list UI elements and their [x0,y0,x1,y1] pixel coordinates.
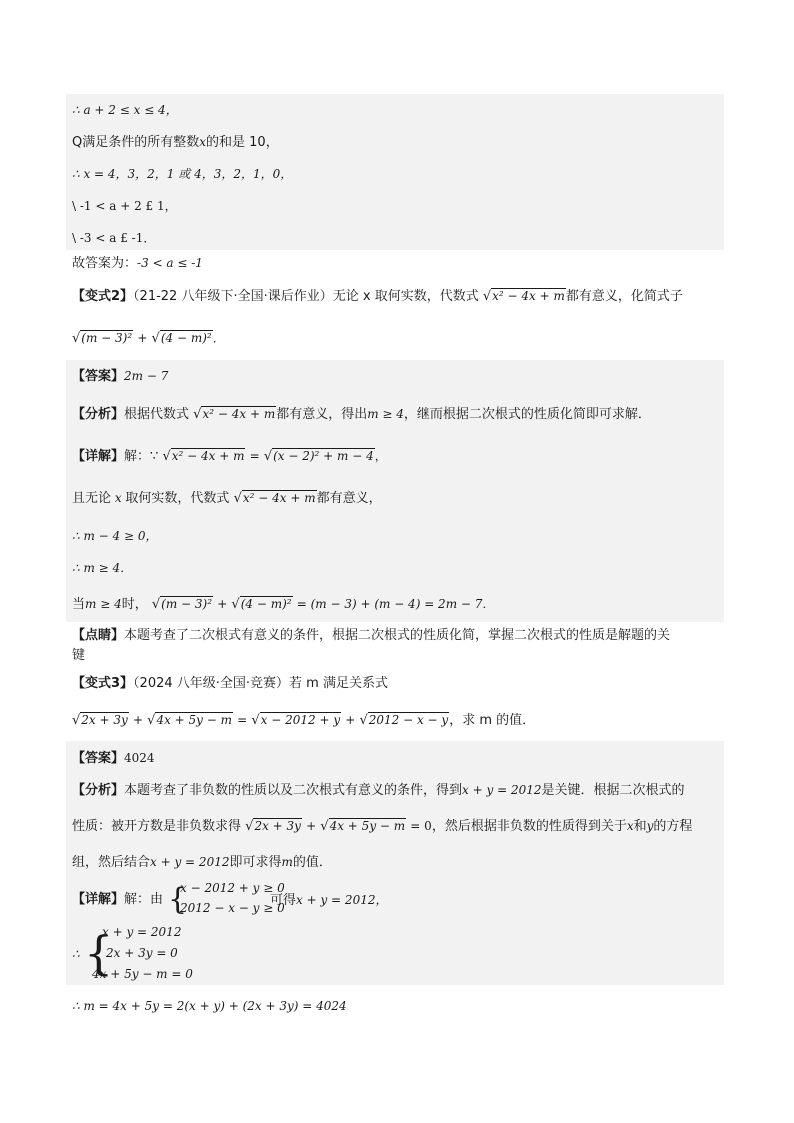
line-3: ∴ x = 4，3，2，1 或 4，3，2，1，0， [72,167,293,181]
v2-d5-d: = (m − 3) + (m − 4) = 2m − 7． [296,597,495,611]
v2-d5-b: m ≥ 4 [85,597,122,611]
v3-a2-r1: √2x + 3y [245,819,301,834]
v3-a2-c: ，然后根据非负数的性质得到关于 [431,819,627,834]
v3-d1-c: x + y = 2012， [296,893,388,907]
v2-detail-tag: 【详解】 [72,449,125,464]
v2-text-1: 无论 x 取何实数，代数式 [332,289,479,304]
v3-question-line [72,674,388,694]
v3-s2-c: 4x + 5y − m = 0 [92,967,193,981]
v3-answer: 4024 [124,751,155,765]
v2-tag: 【变式2】 [72,289,134,304]
v2-detail-line-3: ∴ m − 4 ≥ 0， [72,529,158,543]
v3-a2-r2: √4x + 5y − m [320,819,406,834]
v2-d5-c: 时， [121,597,148,612]
v2-d5-sqrt-a: √(m − 3)² [151,597,213,612]
v3-a2-f: y [646,819,654,833]
v2-detail-line-2: 且无论 x 取何实数，代数式 √x² − 4x + m都有意义， [72,488,382,509]
v2-point-1: 本题考查了二次根式有意义的条件，根据二次根式的性质化简，掌握二次根式的性质是解题的关 [124,628,671,643]
v3-s2-b: 2x + 3y = 0 [106,946,178,960]
v2-point-line-2: 键 [72,648,86,663]
v3-a2-b: = 0 [410,819,432,833]
v3-analysis-line-2: 性质：被开方数是非负数求得 √2x + 3y + √4x + 5y − m = 0，然后根据非负数的性质得到关于x和y的方程 [72,816,692,837]
v2-answer: 2m − 7 [124,369,169,383]
v3-system-2-brace: { [84,926,114,980]
v3-sys-1: x − 2012 + y ≥ 0 [180,881,285,895]
v3-final: ∴ m = 4x + 5y = 2(x + y) + (2x + 3y) = 4024 [72,999,347,1013]
v3-a2-d: x [626,819,634,833]
v2-d2-c: 都有意义， [316,491,382,506]
answer-value: -3 < a ≤ -1 [137,256,203,270]
v2-d2-radical: √x² − 4x + m [233,491,316,506]
v2-detail-1: 解：∵ [124,449,159,464]
v3-text-2: ，求 m 的值． [449,713,536,728]
v3-a1-b: x + y = 2012 [462,783,542,797]
v2-analysis-3: m ≥ 4 [367,407,404,421]
v2-analysis-1: 根据代数式 [124,407,190,422]
v2-source: （21-22 八年级下·全国·课后作业） [133,289,333,304]
v3-text-1: 若 m 满足关系式 [289,676,388,691]
v3-r2: √4x + 5y − m [147,713,232,728]
v2-analysis-tag: 【分析】 [72,407,125,422]
v3-tag: 【变式3】 [72,676,134,691]
line-1: ∴ a + 2 ≤ x ≤ 4， [72,103,178,117]
v3-a2-e: 和 [633,819,647,834]
v2-analysis-4: ，继而根据二次根式的性质化简即可求解． [403,407,651,422]
v2-question-line-2: √(m − 3)² + √(4 − m)²． [72,328,225,349]
v3-analysis-line-3 [72,852,332,873]
v3-a2-a: 性质：被开方数是非负数求得 [72,819,242,834]
line-4: \ -1 < a + 2 £ 1， [72,199,177,213]
v2-d2-b: 取何实数，代数式 [125,491,230,506]
v3-source: （2024 八年级·全国·竞赛） [133,676,290,691]
line-2-c: 的和是 10， [206,135,279,150]
v3-a3-a: 组，然后结合 [72,855,151,870]
v3-a3-b: x + y = 2012 [150,855,230,869]
line-2-a: Q满足条件的所有整数 [72,135,200,150]
v3-analysis-tag: 【分析】 [72,783,125,798]
v3-system-1-brace: { [168,882,188,917]
v2-point-line [72,626,670,646]
v3-r3: √x − 2012 + y [251,713,341,728]
v3-detail-tag: 【详解】 [72,892,125,907]
v2-detail-line-5: 当m ≥ 4时， √(m − 3)² + √(4 − m)² = (m − 3) + (m − 4) = 2m − 7． [72,594,494,615]
v2-expr-a: √(m − 3)² [72,331,133,346]
v2-answer-tag: 【答案】 [72,369,125,384]
line-6 [72,253,203,274]
v2-analysis-radical: √x² − 4x + m [193,407,276,422]
v2-answer-line [72,366,168,387]
v3-answer-line [72,748,155,769]
v3-sys-2: 2012 − x − y ≥ 0 [180,901,285,915]
v3-detail-line-b [270,890,387,911]
v2-d5-a: 当 [72,597,86,612]
v3-a1-a: 本题考查了非负数的性质以及二次根式有意义的条件，得到 [124,783,463,798]
v2-text-2: 都有意义，化简式子 [565,289,683,304]
v3-d1-b: 可得 [270,893,297,908]
line-2 [72,132,279,153]
v3-a3-d: m [281,855,293,869]
v3-a3-e: 的值． [292,855,332,870]
v3-s2-a: x + y = 2012 [102,925,182,939]
v2-analysis-line [72,404,651,425]
v3-a1-c: 是关键．根据二次根式的 [541,783,685,798]
v2-detail-radical: √x² − 4x + m [162,449,245,464]
v3-analysis-line [72,780,685,801]
v2-question-line [72,286,683,307]
v2-detail-line: 【详解】解：∵ √x² − 4x + m = √(x − 2)² + m − 4， [72,446,387,467]
v3-answer-tag: 【答案】 [72,751,125,766]
line-2-b: x [199,135,207,149]
v2-d2-a: 且无论 [72,491,112,506]
line-5: \ -3 < a £ -1． [72,231,156,245]
v3-question-line-2: √2x + 3y + √4x + 5y − m = √x − 2012 + y + √2012 − x − y，求 m 的值． [72,710,535,731]
v2-d5-sqrt-b: √(4 − m)² [231,597,292,612]
v2-analysis-2: 都有意义，得出 [276,407,368,422]
v3-detail-line [72,890,163,910]
v2-detail-eq: √(x − 2)² + m − 4 [263,449,374,464]
v3-a2-g: 的方程 [653,819,693,834]
v3-d1-a: 解：由 [124,892,164,907]
answer-label: 故答案为： [72,256,138,271]
v3-therefore: ∴ [72,947,80,961]
v2-expr-b: √(4 − m)² [151,331,212,346]
v2-point-tag: 【点睛】 [72,628,125,643]
v3-r4: √2012 − x − y [359,713,449,728]
v2-radical-1: √x² − 4x + m [482,289,565,304]
v3-r1: √2x + 3y [72,713,128,728]
v2-detail-line-4: ∴ m ≥ 4． [72,561,133,575]
v3-a3-c: 即可求得 [229,855,282,870]
